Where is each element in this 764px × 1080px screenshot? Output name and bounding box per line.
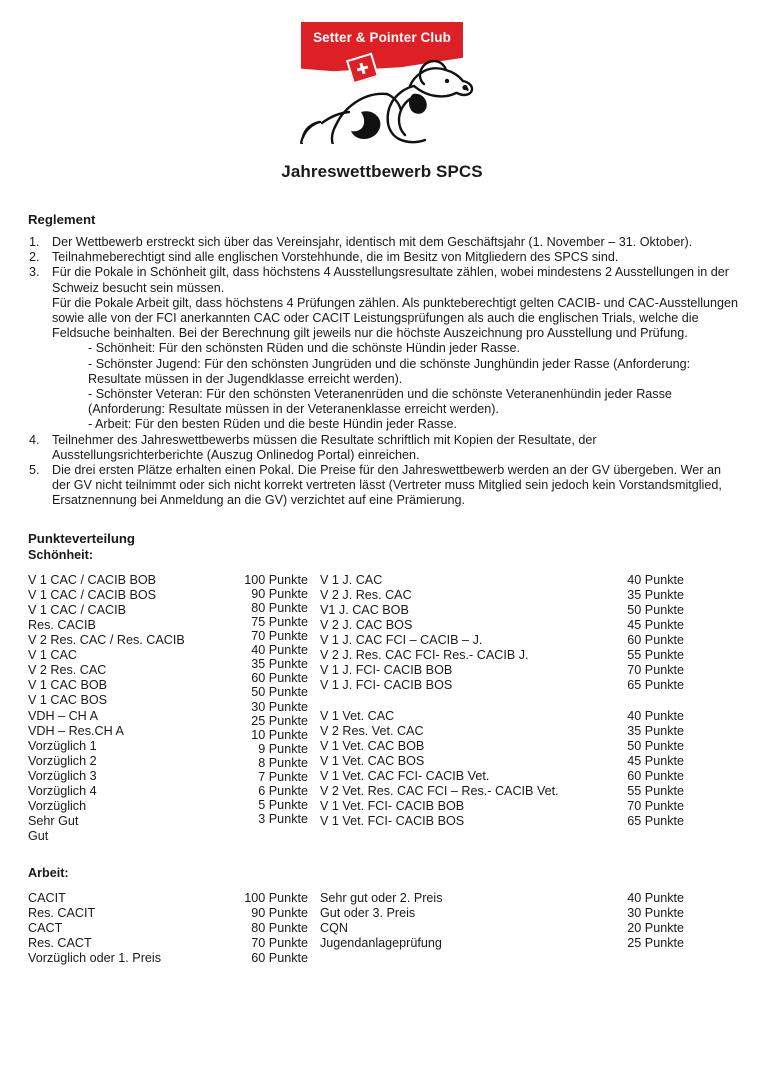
points-value: 70 Punkte [627,799,684,814]
list-subitem-text: - Schönster Jugend: Für den schönsten Jungrüden und die schönste Junghündin jeder Rasse (Anforderung: Resultate müssen in der Jugendklasse erreicht werden). [88,356,691,386]
spacer [320,693,559,708]
points-label: V 1 Vet. CAC BOS [320,753,425,768]
points-label: Gut oder 3. Preis [320,905,416,920]
points-label: V 2 Res. CAC [28,663,107,678]
list-item-text: Teilnehmer des Jahreswettbewerbs müssen die Resultate schriftlich mit Kopien der Resultate, der Ausstellungsrichterberichte (Auszug Onlinedog Portal) einreichen. [52,432,597,462]
reglement-list [28,235,740,509]
dog-nose-icon [462,85,467,90]
points-label: Vorzüglich 4 [28,783,97,798]
points-label: VDH – Res.CH A [28,723,124,738]
points-value: 70 Punkte [251,629,308,644]
points-label: Res. CACIT [28,905,96,920]
points-label: CQN [320,920,348,935]
arbeit-right-values [600,891,684,951]
points-label: Res. CACT [28,935,92,950]
points-label: V 1 Vet. CAC BOB [320,738,425,753]
two-dogs-icon [287,50,477,144]
schoenheit-subheading: Schönheit: [28,547,94,562]
points-label: V 1 J. FCI- CACIB BOS [320,678,453,693]
list-item-number: 4. [29,432,40,447]
points-label: V 1 Vet. CAC [320,708,395,723]
points-value: 7 Punkte [258,769,308,784]
points-label: V 2 Res. Vet. CAC [320,723,424,738]
points-value: 30 Punkte [251,699,308,714]
points-value: 9 Punkte [258,741,308,756]
points-label: V 1 Vet. FCI- CACIB BOB [320,799,465,814]
points-label: Vorzüglich [28,799,87,814]
points-label: Res. CACIB [28,617,96,632]
list-item-text: Für die Pokale Arbeit gilt, dass höchstens 4 Prüfungen zählen. Als punkteberechtigt gelten CACIB- und CAC-Ausstellungen sowie alle von der FCI anerkannten CAC oder CACIT Leistungsprüfungen als auch die englischen Trials, welche die Feldsuche beinhalten. Bei der Berechnung gilt jeweils nur die höchste Auszeichnung pro Ausstellung und Prüfung. [52,295,739,341]
points-value: 50 Punkte [251,685,308,700]
points-label: Sehr gut oder 2. Preis [320,890,443,905]
points-label: Vorzüglich oder 1. Preis [28,951,162,966]
list-item [28,250,740,265]
schoenheit-left-values [224,573,308,827]
points-label: V 2 J. CAC BOS [320,617,413,632]
points-label: V 1 J. CAC FCI – CACIB – J. [320,633,483,648]
list-item-number: 1. [29,235,40,249]
points-label: Vorzüglich 3 [28,768,97,783]
arbeit-left-labels [28,891,161,966]
points-label: V 1 CAC / CACIB [28,602,126,617]
list-item-text: Teilnahmeberechtigt sind alle englischen Vorstehhunde, die im Besitz von Mitgliedern des SPCS sind. [52,250,619,265]
points-value: 10 Punkte [251,727,308,742]
points-label: V 1 CAC BOB [28,678,108,693]
spacer [600,693,684,708]
points-value: 35 Punkte [251,657,308,672]
schoenheit-right-values [600,573,684,830]
points-label: V 1 Vet. CAC FCI- CACIB Vet. [320,768,490,783]
points-value: 100 Punkte [244,890,308,905]
list-subitem-text: - Schönheit: Für den schönsten Rüden und die schönste Hündin jeder Rasse. [88,341,520,356]
points-label: V 2 Vet. Res. CAC FCI – Res.- CACIB Vet. [320,783,559,798]
points-value: 60 Punkte [627,768,684,783]
points-label: Vorzüglich 2 [28,753,97,768]
dog-eye-patch-shape [409,94,427,114]
points-value: 3 Punkte [258,812,308,827]
schoenheit-right-labels [320,573,559,830]
points-label: V 2 J. Res. CAC [320,587,412,602]
points-label: V 1 J. FCI- CACIB BOB [320,663,453,678]
points-value: 55 Punkte [627,648,684,663]
points-value: 40 Punkte [627,708,684,723]
logo-banner-text: Setter & Pointer Club [313,30,451,45]
points-value: 8 Punkte [258,755,308,770]
points-label: Sehr Gut [28,814,79,829]
list-item [28,433,740,463]
points-label: VDH – CH A [28,708,98,723]
points-value: 60 Punkte [251,671,308,686]
punkteverteilung-heading: Punkteverteilung [28,530,135,546]
points-value: 55 Punkte [627,783,684,798]
points-value: 40 Punkte [627,890,684,905]
points-value: 50 Punkte [627,738,684,753]
list-item [28,463,740,509]
points-value: 40 Punkte [251,643,308,658]
points-value: 5 Punkte [258,798,308,813]
points-value: 80 Punkte [251,600,308,615]
points-label: V 1 CAC / CACIB BOS [28,587,157,602]
points-value: 25 Punkte [251,713,308,728]
points-value: 20 Punkte [627,920,684,935]
document-body [0,212,764,981]
arbeit-left-values [224,891,308,966]
points-value: 35 Punkte [627,587,684,602]
club-logo [0,0,764,144]
points-value: 50 Punkte [627,602,684,617]
list-item-text: Die drei ersten Plätze erhalten einen Pokal. Die Preise für den Jahreswettbewerb werden an der GV übergeben. Wer an der GV nicht teilnimmt oder sich nicht korrekt vertreten lässt (Vertreter muss Mitglied sein jedoch kein Vorstandsmitglied, Ersatznennung bei Anmeldung an die GV) verzichtet auf eine Prämierung. [52,463,722,508]
points-value: 75 Punkte [251,614,308,629]
list-item-text: Für die Pokale in Schönheit gilt, dass höchstens 4 Ausstellungsresultate zählen, wobei mindestens 2 Ausstellungen in der Schweiz besucht sein müssen. [52,265,729,295]
schoenheit-points-table [28,573,740,850]
points-label: V 1 J. CAC [320,572,383,587]
points-value: 90 Punkte [251,905,308,920]
arbeit-right-labels [320,891,443,951]
points-value: 70 Punkte [627,663,684,678]
points-value: 45 Punkte [627,617,684,632]
points-value: 60 Punkte [251,951,308,966]
points-value: 30 Punkte [627,905,684,920]
points-label: V1 J. CAC BOB [320,602,409,617]
points-label: V 1 CAC BOS [28,693,108,708]
points-value: 25 Punkte [627,935,684,950]
points-label: Jugendanlageprüfung [320,935,442,950]
list-subitem-text: - Schönster Veteran: Für den schönsten Veteranenrüden und die schönste Veteranenhündin jeder Rasse (Anforderung: Resultate müssen in der Veteranenklasse erreicht werden). [88,387,672,417]
points-label: V 1 CAC / CACIB BOB [28,572,157,587]
points-label: Gut [28,829,49,844]
schoenheit-left-labels [28,573,185,845]
page-title: Jahreswettbewerb SPCS [281,162,483,181]
points-value: 65 Punkte [627,814,684,829]
arbeit-points-table [28,891,740,981]
list-item-number: 2. [29,250,40,265]
points-label: Vorzüglich 1 [28,738,97,753]
points-value: 35 Punkte [627,723,684,738]
points-label: V 2 J. Res. CAC FCI- Res.- CACIB J. [320,648,529,663]
points-value: 6 Punkte [258,784,308,799]
points-label: CACIT [28,890,66,905]
reglement-heading: Reglement [28,212,96,227]
points-label: V 1 CAC [28,648,77,663]
list-item [28,265,740,432]
list-item-number: 3. [29,265,40,280]
list-item-number: 5. [29,463,40,478]
list-item [28,235,740,250]
points-value: 100 Punkte [244,572,308,587]
arbeit-subheading: Arbeit: [28,865,69,880]
logo-red-banner [301,22,463,53]
points-value: 40 Punkte [627,572,684,587]
points-label: CACT [28,920,63,935]
points-value: 60 Punkte [627,633,684,648]
points-label: V 1 Vet. FCI- CACIB BOS [320,814,465,829]
points-value: 80 Punkte [251,920,308,935]
points-label: V 2 Res. CAC / Res. CACIB [28,633,185,648]
dog-ear-shape [351,111,380,139]
points-value: 45 Punkte [627,753,684,768]
points-value: 65 Punkte [627,678,684,693]
points-value: 70 Punkte [251,935,308,950]
dog-eye-icon [445,79,449,83]
points-value: 90 Punkte [251,586,308,601]
list-subitem-text: - Arbeit: Für den besten Rüden und die beste Hündin jeder Rasse. [88,417,457,432]
list-item-text: Der Wettbewerb erstreckt sich über das Vereinsjahr, identisch mit dem Geschäftsjahr (1. November – 31. Oktober). [52,235,693,249]
